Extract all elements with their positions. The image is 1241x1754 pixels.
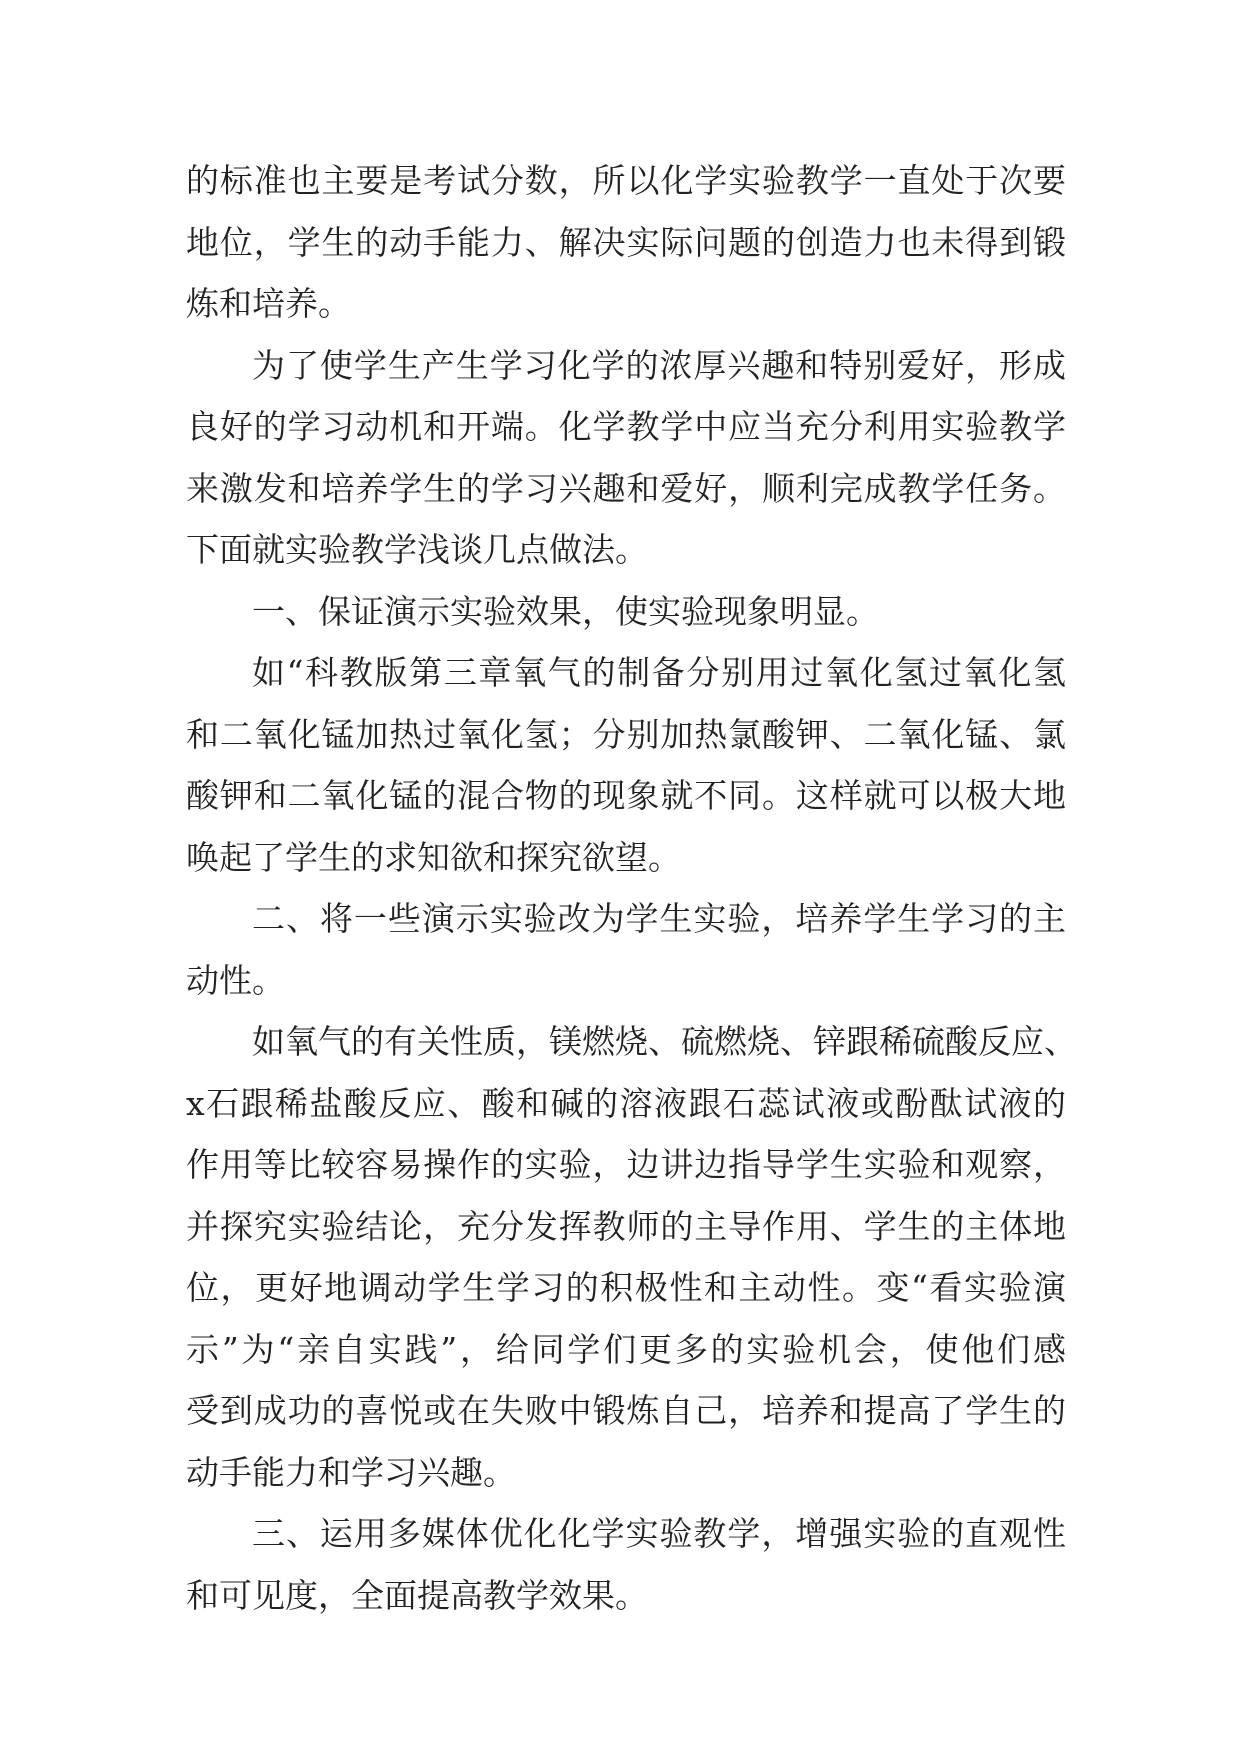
- section-heading: 和可见度，全面提高教学效果。: [186, 1575, 648, 1615]
- body-text: [186, 158, 1077, 1634]
- text-line: 下面就实验教学浅谈几点做法。: [186, 530, 648, 569]
- text-line: 良好的学习动机和开端。化学教学中应当充分利用实验教学: [186, 407, 1066, 446]
- text-line: 来激发和培养学生的学习兴趣和爱好，顺利完成教学任务。: [186, 468, 1066, 508]
- section-heading: 三、运用多媒体优化化学实验教学，增强实验的直观性: [252, 1514, 1066, 1553]
- text-line: x石跟稀盐酸反应、酸和碱的溶液跟石蕊试液或酚酞试液的: [186, 1083, 1066, 1123]
- section-heading: 动性。: [186, 960, 285, 1000]
- text-line: 示”为“亲自实践”，给同学们更多的实验机会，使他们感: [186, 1329, 1066, 1369]
- text-line: 和二氧化锰加热过氧化氢；分别加热氯酸钾、二氧化锰、氯: [186, 714, 1066, 754]
- text-line: 位，更好地调动学生学习的积极性和主动性。变“看实验演: [186, 1268, 1066, 1307]
- text-line: 为了使学生产生学习化学的浓厚兴趣和特别爱好，形成: [252, 345, 1066, 385]
- text-line: 受到成功的喜悦或在失败中锻炼自己，培养和提高了学生的: [186, 1391, 1066, 1430]
- section-heading: 一、保证演示实验效果，使实验现象明显。: [252, 591, 879, 631]
- text-line: 如“科教版第三章氧气的制备分别用过氧化氢过氧化氢: [252, 653, 1066, 692]
- text-line: 炼和培养。: [186, 284, 351, 323]
- text-line: 的标准也主要是考试分数，所以化学实验教学一直处于次要: [186, 161, 1066, 200]
- text-line: 酸钾和二氧化锰的混合物的现象就不同。这样就可以极大地: [186, 776, 1066, 815]
- section-heading: 二、将一些演示实验改为学生实验，培养学生学习的主: [252, 899, 1066, 938]
- text-line: 地位，学生的动手能力、解决实际问题的创造力也未得到锻: [186, 222, 1066, 262]
- text-line: 如氧气的有关性质，镁燃烧、硫燃烧、锌跟稀硫酸反应、: [252, 1022, 1077, 1061]
- text-line: 作用等比较容易操作的实验，边讲边指导学生实验和观察，: [186, 1145, 1066, 1184]
- text-line: 唤起了学生的求知欲和探究欲望。: [186, 837, 681, 877]
- text-line: 动手能力和学习兴趣。: [186, 1452, 516, 1492]
- text-line: 并探究实验结论，充分发挥教师的主导作用、学生的主体地: [186, 1206, 1066, 1246]
